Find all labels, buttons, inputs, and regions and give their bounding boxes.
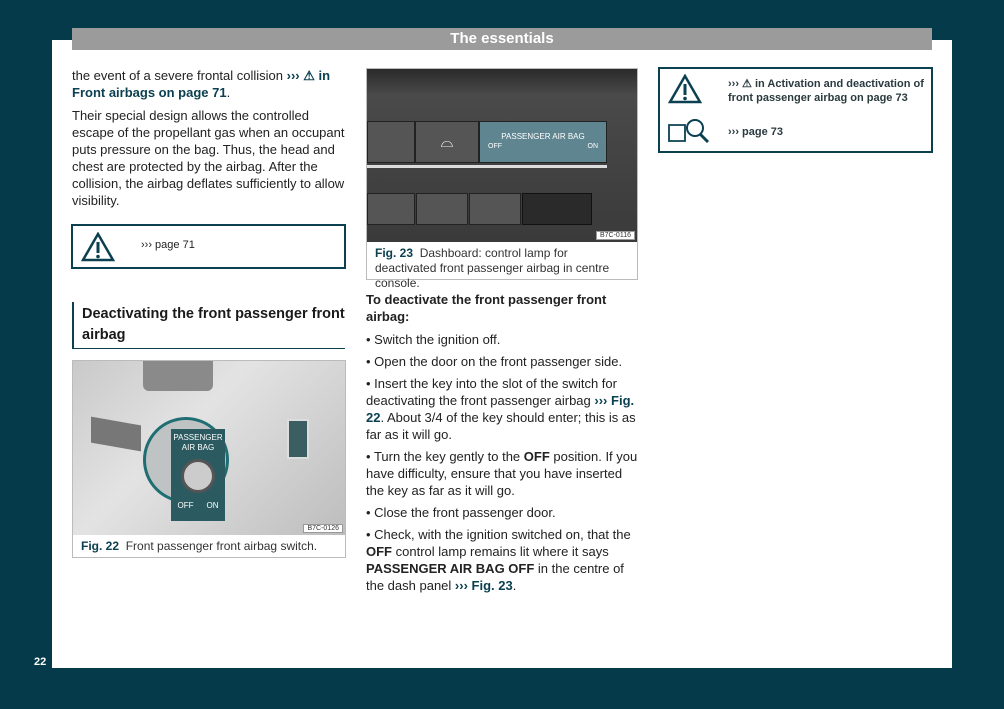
figure-code: B7C-0126 <box>303 524 343 533</box>
warning-icon <box>81 232 115 262</box>
link-front-airbags[interactable]: in Front airbags on page 71 <box>72 68 331 100</box>
figure-caption: Fig. 22 Front passenger front airbag switch. <box>81 539 318 553</box>
warning-ref[interactable]: ››› page 71 <box>141 239 195 251</box>
section-title: Deactivating the front passenger front airbag <box>72 302 345 349</box>
page-number: 22 <box>34 656 47 668</box>
key-slot-icon <box>181 459 215 493</box>
list-item: • Check, with the ignition switched on, that the OFF control lamp remains lit where it says PASSENGER AIR BAG OFF in the centre of the dash panel ››› Fig. 23. <box>366 527 631 593</box>
warning-icon: ⚠ <box>303 68 315 83</box>
dashboard-image <box>367 69 637 242</box>
warning-box <box>71 224 346 269</box>
link-fig-22[interactable]: Fig. 22 <box>366 393 635 425</box>
reference-box <box>658 67 933 153</box>
passenger-airbag-lamp: PASSENGER AIR BAG OFF ON <box>479 121 607 163</box>
procedure-heading: To deactivate the front passenger front airbag: <box>366 292 607 324</box>
column-2 <box>366 291 641 599</box>
book-search-icon <box>667 117 711 145</box>
warning-ref[interactable]: ››› ⚠ in Activation and deactivation of front passenger airbag on page 73 <box>728 78 924 104</box>
page-header: The essentials <box>72 28 932 50</box>
airbag-switch-image <box>73 361 345 535</box>
car-icon: ⌓ <box>415 121 479 163</box>
switch-panel: PASSENGER AIR BAG OFF ON <box>171 429 225 521</box>
book-ref[interactable]: ››› page 73 <box>728 126 784 138</box>
link-fig-23[interactable]: Fig. 23 <box>471 578 513 593</box>
column-1: the event of a severe frontal collision ››› ⚠ in Front airbags on page 71. Their special design allows the controlled escape of the propellant gas when an occupant puts pressure on the bag. Thus, the head and chest are protected by the airbag. After the collision, the airbag deflates sufficiently to allow visibility. <box>72 67 347 215</box>
list-item: • Close the front passenger door. <box>366 505 556 520</box>
warning-icon <box>668 74 702 104</box>
list-item: • Open the door on the front passenger side. <box>366 354 623 369</box>
figure-code: B7C-0116 <box>596 231 635 240</box>
paragraph: Their special design allows the controlled escape of the propellant gas when an occupant puts pressure on the bag. Thus, the head and chest are protected by the airbag. After the collision, the airbag deflates sufficiently to allow visibility. <box>72 108 345 208</box>
list-item: • Insert the key into the slot of the switch for deactivating the front passenger airbag ››› Fig. 22. About 3/4 of the key should enter; this is as far as it will go. <box>366 376 636 442</box>
figure-23 <box>366 68 638 290</box>
figure-caption: Fig. 23 Dashboard: control lamp for deactivated front passenger airbag in centre console. <box>375 246 610 290</box>
chevron-icon: ››› <box>286 68 300 83</box>
list-item: • Switch the ignition off. <box>366 332 501 347</box>
text: the event of a severe frontal collision <box>72 68 284 83</box>
list-item: • Turn the key gently to the OFF position. If you have difficulty, ensure that you have inserted the key as far as it will go. <box>366 449 638 498</box>
figure-22 <box>72 360 346 558</box>
